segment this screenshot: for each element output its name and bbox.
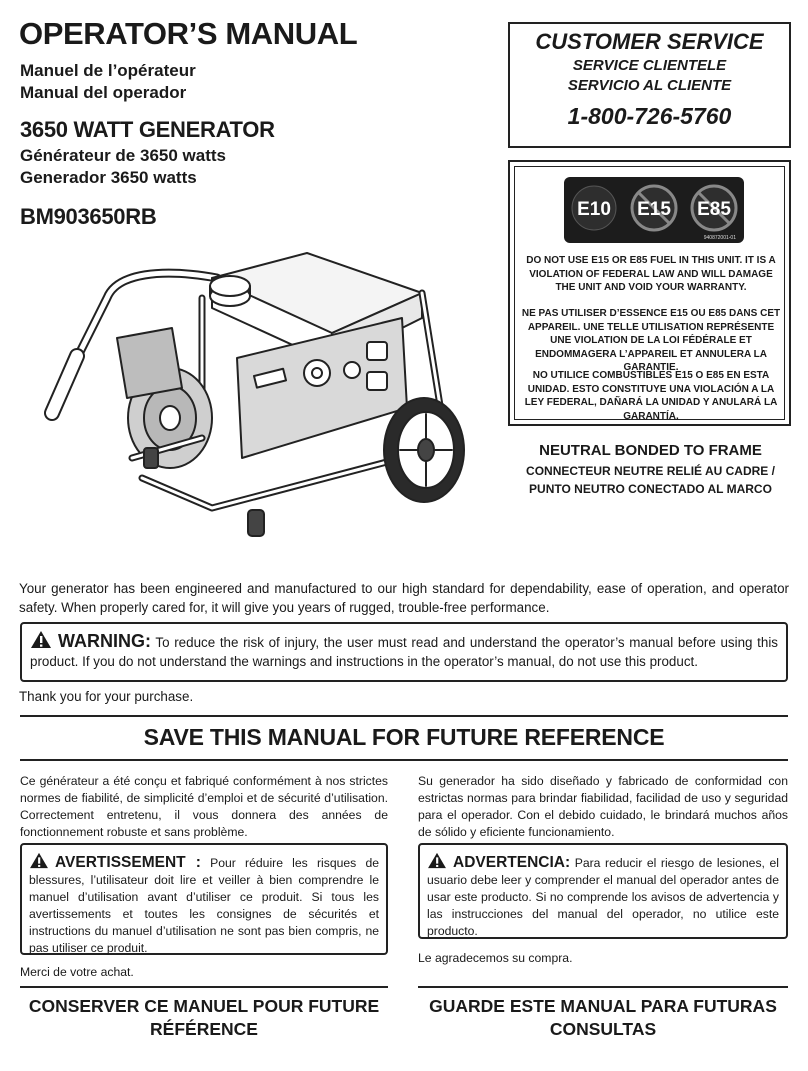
spanish-thanks: Le agradecemos su compra. (418, 951, 573, 965)
warning-text: To reduce the risk of injury, the user must read and understand the operator’s manual before using this product. If you do not understand the warnings and instructions in the operator’s manual, do not use this product. (30, 635, 778, 669)
fuel-warning-es: NO UTILICE COMBUSTIBLES E15 O E85 EN ESTA UNIDAD. ESTO CONSTITUYE UNA VIOLACIÓN A LA LEY FEDERAL, DAÑARÁ LA UNIDAD Y ANULARÁ LA GARANTÍA. (524, 370, 778, 422)
french-warning-box (20, 843, 388, 955)
fuel-label-e85: E85 (697, 199, 731, 220)
spanish-footer-title: GUARDE ESTE MANUAL PARA FUTURAS CONSULTAS (429, 996, 777, 1039)
generator-illustration (22, 238, 482, 538)
divider-top (20, 715, 788, 717)
spanish-warning-content (427, 852, 779, 940)
warning-content (30, 630, 778, 671)
divider-spanish (418, 986, 788, 988)
fuel-warning-en: DO NOT USE E15 OR E85 FUEL IN THIS UNIT. IT IS A VIOLATION OF FEDERAL LAW AND WILL DAMAGE THE UNIT AND VOID YOUR WARRANTY. (526, 255, 776, 293)
product-name-es: Generador 3650 watts (20, 168, 197, 187)
product-name-fr: Générateur de 3650 watts (20, 146, 226, 165)
neutral-bonded-es: PUNTO NEUTRO CONECTADO AL MARCO (529, 482, 772, 496)
fuel-badge-code: 940872001-01 (703, 235, 736, 241)
fuel-label-e15: E15 (637, 199, 671, 220)
warning-heading: WARNING: (58, 631, 151, 651)
neutral-bonded-fr: CONNECTEUR NEUTRE RELIÉ AU CADRE / (526, 464, 775, 478)
fuel-badge (564, 177, 744, 243)
spanish-warning-box (418, 843, 788, 939)
spanish-warning-text: Para reducir el riesgo de lesiones, el usuario debe leer y comprender el manual del operador antes de usar este producto. Si no comprende los avisos de advertencia y las instrucciones del manual del operador, no utilice este producto. (427, 856, 779, 938)
fuel-badge-icon (564, 177, 744, 243)
product-name: 3650 WATT GENERATOR (20, 117, 275, 142)
fuel-label-e10: E10 (577, 199, 611, 220)
french-warning-text: Pour réduire les risques de blessures, l’utilisateur doit lire et veiller à bien comprendre le manuel d’utilisation avant d’utiliser ce produit. Si tous les avertissements et toutes les consignes de sécurités et instructions du manuel d’utilisation ne sont pas bien compris, ne pas utiliser ce produit. (29, 856, 379, 955)
french-footer-title: CONSERVER CE MANUEL POUR FUTURE RÉFÉRENCE (28, 996, 380, 1039)
french-thanks: Merci de votre achat. (20, 965, 134, 979)
save-manual-title: SAVE THIS MANUAL FOR FUTURE REFERENCE (143, 724, 665, 750)
spanish-intro: Su generador ha sido diseñado y fabricado de conformidad con estrictas normas para brindar fiabilidad, facilidad de uso y seguridad para el operador. Con el debido cuidado, le brindará muchos años de sólido y eficiente funcionamiento. (418, 774, 788, 839)
spanish-warning-heading: ADVERTENCIA: (453, 854, 571, 871)
fuel-warning-inner (514, 166, 785, 420)
intro-paragraph: Your generator has been engineered and manufactured to our high standard for dependability, ease of operation, and operator safety. When properly cared for, it will give you years of rugged, trouble-free performance. (19, 581, 789, 615)
customer-service-box (508, 22, 791, 148)
manual-subtitle-es: Manual del operador (20, 83, 187, 102)
manual-subtitle-fr: Manuel de l’opérateur (20, 61, 196, 80)
manual-title: OPERATOR’S MANUAL (19, 16, 358, 51)
warning-triangle-icon (30, 630, 52, 649)
customer-service-title: CUSTOMER SERVICE (535, 29, 764, 54)
neutral-bonded-en: NEUTRAL BONDED TO FRAME (539, 442, 762, 459)
french-warning-heading: AVERTISSEMENT : (55, 854, 201, 871)
fuel-warning-box (508, 160, 791, 426)
divider-save (20, 759, 788, 761)
spanish-warning-triangle-icon (427, 852, 447, 869)
french-intro: Ce générateur a été conçu et fabriqué conformément à nos strictes normes de fiabilité, de simplicité d’emploi et de sécurité d’utilisation. Correctement entretenu, il vous donnera des années de fonctionnement robuste et sans problème. (20, 774, 388, 839)
model-number: BM903650RB (20, 204, 157, 229)
customer-service-title-es: SERVICIO AL CLIENTE (567, 77, 732, 94)
customer-service-title-fr: SERVICE CLIENTELE (572, 57, 727, 74)
customer-service-phone: 1-800-726-5760 (567, 103, 732, 129)
divider-french (20, 986, 388, 988)
thanks-text: Thank you for your purchase. (19, 689, 194, 704)
french-warning-content (29, 852, 379, 957)
french-warning-triangle-icon (29, 852, 49, 869)
fuel-warning-fr: NE PAS UTILISER D’ESSENCE E15 OU E85 DANS CET APPAREIL. UNE TELLE UTILISATION REPRÉSENTE UNE VIOLATION DE LA LOI FÉDÉRALE ET ENDOMMAGERA L’APPAREIL ET ANNULERA LA GARANTIE. (521, 308, 781, 373)
warning-box (20, 622, 788, 682)
